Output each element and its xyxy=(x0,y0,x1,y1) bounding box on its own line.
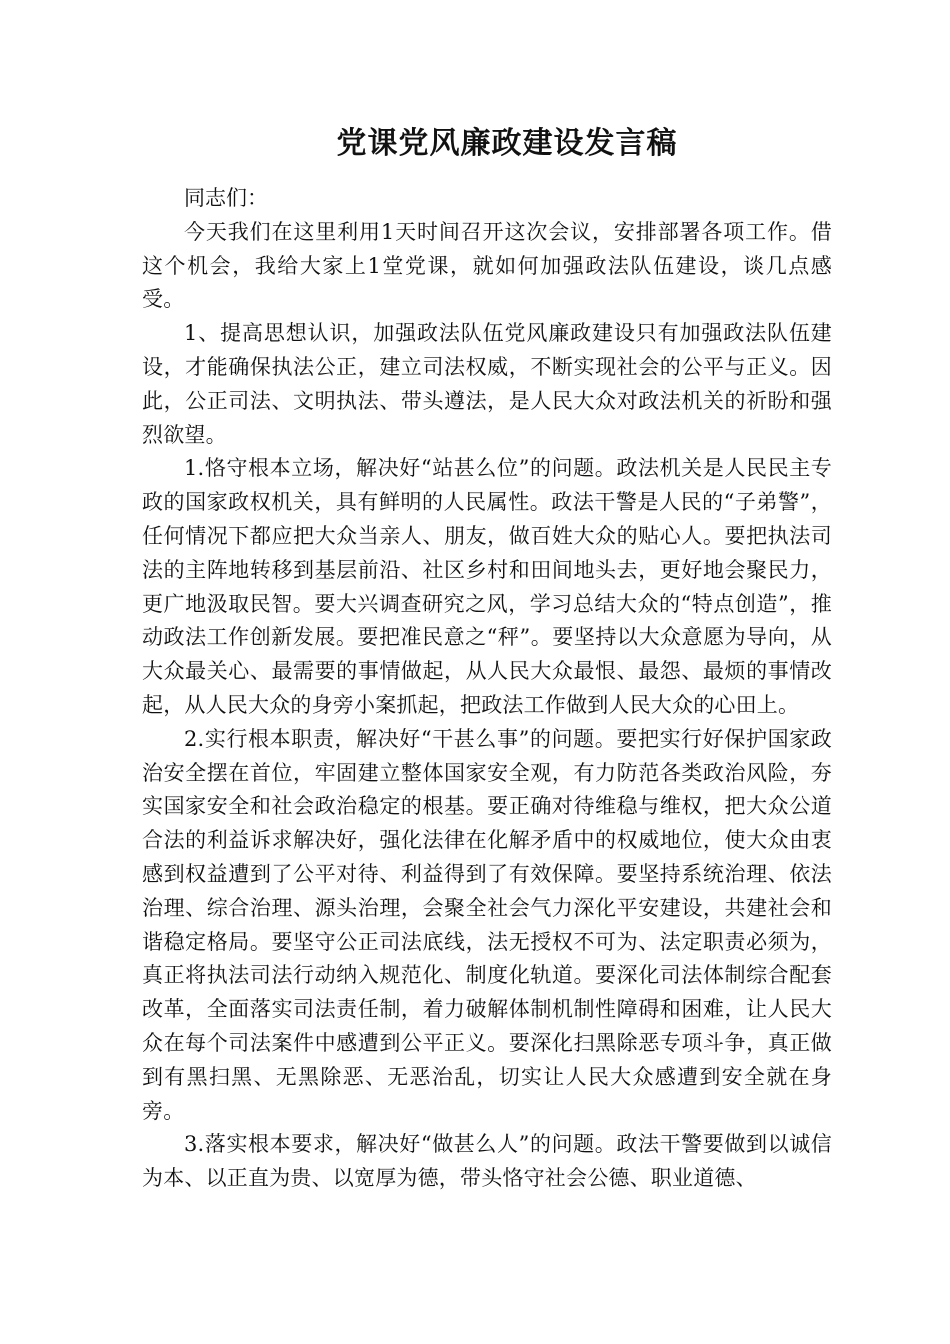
paragraph-section-1: 1、提高思想认识，加强政法队伍党风廉政建设只有加强政法队伍建设，才能确保执法公正，建立司法权威，不断实现社会的公平与正义。因此，公正司法、文明执法、带头遵法，是人民大众对政法机关的祈盼和强烈欲望。 xyxy=(142,321,832,447)
document-body xyxy=(142,116,832,1196)
salutation: 同志们： xyxy=(184,186,268,210)
paragraph-intro: 今天我们在这里利用1天时间召开这次会议，安排部署各项工作。借这个机会，我给大家上1堂党课，就如何加强政法队伍建设，谈几点感受。 xyxy=(142,219,832,312)
paragraph-point-3: 3.落实根本要求，解决好“做甚么人”的问题。政法干警要做到以诚信为本、以正直为贵、以宽厚为德，带头恪守社会公德、职业道德、 xyxy=(142,1132,832,1191)
document-title: 党课党风廉政建设发言稿 xyxy=(336,126,678,161)
paragraph-point-1: 1.恪守根本立场，解决好“站甚么位”的问题。政法机关是人民民主专政的国家政权机关，具有鲜明的人民属性。政法干警是人民的“子弟警”，任何情况下都应把大众当亲人、朋友，做百姓大众的贴心人。要把执法司法的主阵地转移到基层前沿、社区乡村和田间地头去，更好地会聚民力，更广地汲取民智。要大兴调查研究之风，学习总结大众的“特点创造”，推动政法工作创新发展。要把准民意之“秤”。要坚持以大众意愿为导向，从大众最关心、最需要的事情做起，从人民大众最恨、最怨、最烦的事情改起，从人民大众的身旁小案抓起，把政法工作做到人民大众的心田上。 xyxy=(142,456,832,717)
paragraph-point-2: 2.实行根本职责，解决好“干甚么事”的问题。要把实行好保护国家政治安全摆在首位，牢固建立整体国家安全观，有力防范各类政治风险，夯实国家安全和社会政治稳定的根基。要正确对待维稳与维权，把大众公道合法的利益诉求解决好，强化法律在化解矛盾中的权威地位，使大众由衷感到权益遭到了公平对待、利益得到了有效保障。要坚持系统治理、依法治理、综合治理、源头治理，会聚全社会气力深化平安建设，共建社会和谐稳定格局。要坚守公正司法底线，法无授权不可为、法定职责必须为，真正将执法司法行动纳入规范化、制度化轨道。要深化司法体制综合配套改革，全面落实司法责任制，着力破解体制机制性障碍和困难，让人民大众在每个司法案件中感遭到公平正义。要深化扫黑除恶专项斗争，真正做到有黑扫黑、无黑除恶、无恶治乱，切实让人民大众感遭到安全就在身旁。 xyxy=(142,726,832,1123)
